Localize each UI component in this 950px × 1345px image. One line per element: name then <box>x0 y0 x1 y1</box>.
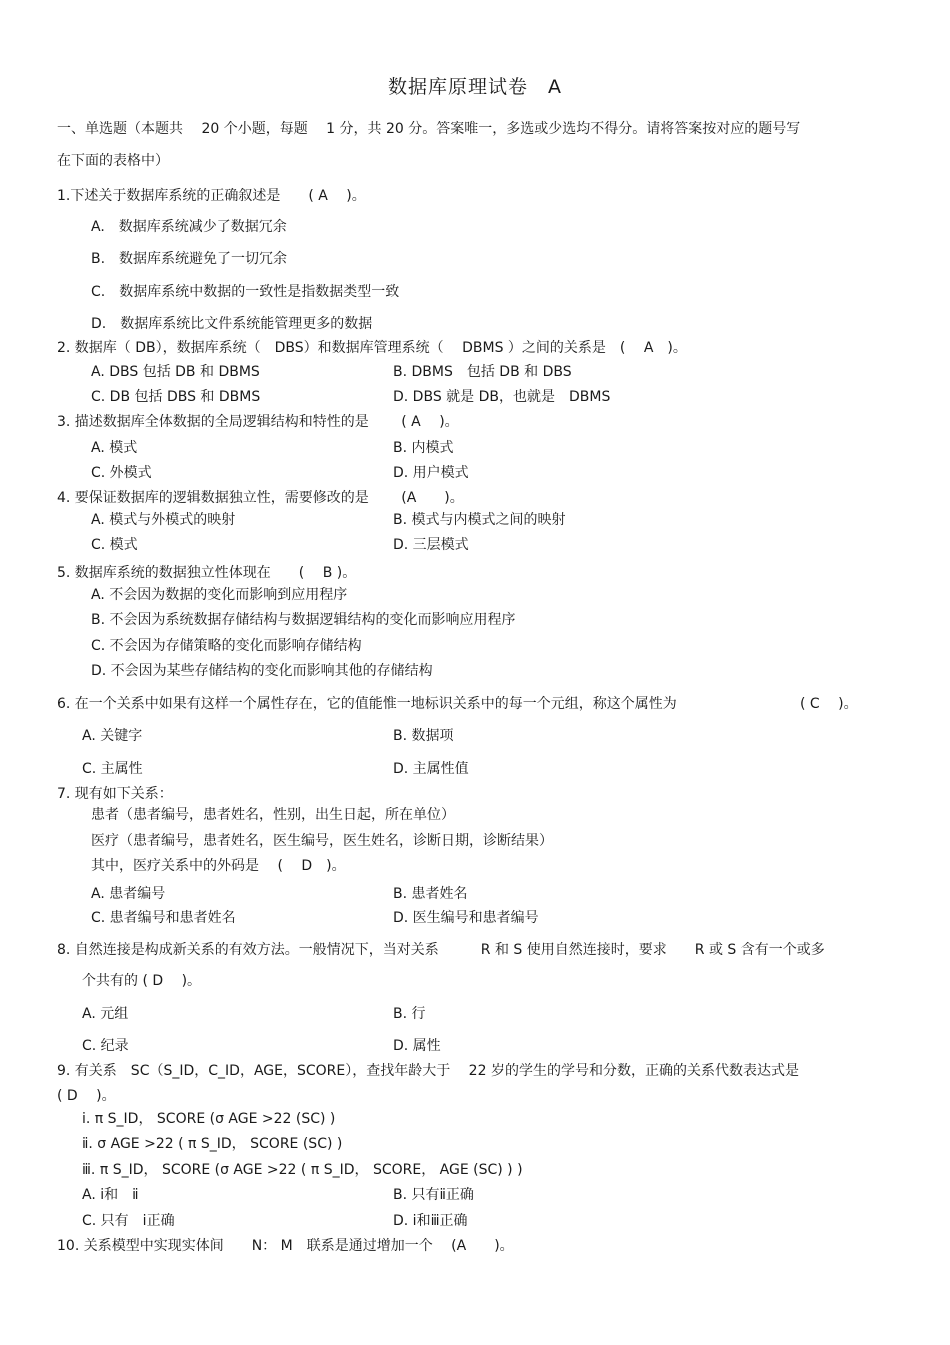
question-4-stem: 4. 要保证数据库的逻辑数据独立性，需要修改的是 (A )。 <box>57 490 464 506</box>
question-2-option-c: C. DB 包括 DBS 和 DBMS <box>91 389 261 405</box>
instructions-line-2: 在下面的表格中） <box>57 153 169 169</box>
question-9-expression-i: ⅰ. π S_ID， SCORE (σ AGE >22 (SC) ) <box>82 1111 336 1127</box>
question-9-stem: 9. 有关系 SC（S_ID，C_ID，AGE，SCORE），查找年龄大于 22 岁的学生的学号和分数，正确的关系代数表达式是 <box>57 1063 799 1079</box>
question-6-option-b: B. 数据项 <box>393 728 454 744</box>
question-6-stem: 6. 在一个关系中如果有这样一个属性存在，它的值能惟一地标识关系中的每一个元组，称这个属性为 <box>57 696 677 712</box>
question-8-option-c: C. 纪录 <box>82 1038 129 1054</box>
question-5-option-d: D. 不会因为某些存储结构的变化而影响其他的存储结构 <box>91 663 433 679</box>
question-1-option-b: B. 数据库系统避免了一切冗余 <box>91 251 288 267</box>
question-10-stem: 10. 关系模型中实现实体间 N： M 联系是通过增加一个 (A )。 <box>57 1238 514 1254</box>
question-7-relation-medical: 医疗（患者编号，患者姓名，医生编号，医生姓名，诊断日期，诊断结果） <box>91 833 553 849</box>
question-8-option-a: A. 元组 <box>82 1006 129 1022</box>
question-7-option-d: D. 医生编号和患者编号 <box>393 910 539 926</box>
question-6-option-d: D. 主属性值 <box>393 761 469 777</box>
question-3-option-a: A. 模式 <box>91 440 138 456</box>
question-2-option-b: B. DBMS 包括 DB 和 DBS <box>393 364 572 380</box>
question-7-option-c: C. 患者编号和患者姓名 <box>91 910 236 926</box>
question-8-stem: 8. 自然连接是构成新关系的有效方法。一般情况下，当对关系 R 和 S 使用自然连接时，要求 R 或 S 含有一个或多 <box>57 942 825 958</box>
question-4-option-b: B. 模式与内模式之间的映射 <box>393 512 566 528</box>
question-5-option-a: A. 不会因为数据的变化而影响到应用程序 <box>91 587 348 603</box>
question-2-option-d: D. DBS 就是 DB，也就是 DBMS <box>393 389 611 405</box>
question-6-option-a: A. 关键字 <box>82 728 143 744</box>
question-7-option-b: B. 患者姓名 <box>393 886 468 902</box>
question-8-option-b: B. 行 <box>393 1006 426 1022</box>
question-3-stem: 3. 描述数据库全体数据的全局逻辑结构和特性的是 ( A )。 <box>57 414 459 430</box>
question-7-stem: 7. 现有如下关系： <box>57 786 173 802</box>
question-9-option-c: C. 只有 ⅰ正确 <box>82 1213 175 1229</box>
question-7-option-a: A. 患者编号 <box>91 886 166 902</box>
question-1-option-a: A. 数据库系统减少了数据冗余 <box>91 219 287 235</box>
question-9-expression-ii: ⅱ. σ AGE >22 ( π S_ID， SCORE (SC) ) <box>82 1136 343 1152</box>
question-9-option-d: D. ⅰ和ⅲ正确 <box>393 1213 468 1229</box>
question-1-option-c: C. 数据库系统中数据的一致性是指数据类型一致 <box>91 284 400 300</box>
question-6-option-c: C. 主属性 <box>82 761 143 777</box>
question-1-stem: 1.下述关于数据库系统的正确叙述是 ( A )。 <box>57 188 366 204</box>
question-5-stem: 5. 数据库系统的数据独立性体现在 ( B )。 <box>57 565 357 581</box>
exam-title: 数据库原理试卷 A <box>388 76 562 98</box>
question-2-stem: 2. 数据库（ DB），数据库系统（ DBS）和数据库管理系统（ DBMS ）之间的关系是 ( A )。 <box>57 340 687 356</box>
question-8-stem-cont: 个共有的 ( D )。 <box>82 973 202 989</box>
question-8-option-d: D. 属性 <box>393 1038 441 1054</box>
question-9-option-a: A. ⅰ和 ⅱ <box>82 1187 139 1203</box>
instructions-line-1: 一、单选题（本题共 20 个小题，每题 1 分，共 20 分。答案唯一，多选或少选均不得分。请将答案按对应的题号写 <box>57 121 801 137</box>
question-3-option-d: D. 用户模式 <box>393 465 469 481</box>
question-7-relation-patient: 患者（患者编号，患者姓名，性别，出生日起，所在单位） <box>91 807 455 823</box>
question-1-option-d: D. 数据库系统比文件系统能管理更多的数据 <box>91 316 373 332</box>
question-3-option-b: B. 内模式 <box>393 440 454 456</box>
question-2-option-a: A. DBS 包括 DB 和 DBMS <box>91 364 260 380</box>
question-9-expression-iii: ⅲ. π S_ID， SCORE (σ AGE >22 ( π S_ID， SCORE， AGE (SC) ) ) <box>82 1162 523 1178</box>
question-4-option-c: C. 模式 <box>91 537 138 553</box>
question-9-stem-cont: ( D )。 <box>57 1088 116 1104</box>
question-5-option-b: B. 不会因为系统数据存储结构与数据逻辑结构的变化而影响应用程序 <box>91 612 516 628</box>
question-3-option-c: C. 外模式 <box>91 465 152 481</box>
question-6-answer: ( C )。 <box>800 696 858 712</box>
question-4-option-d: D. 三层模式 <box>393 537 469 553</box>
question-5-option-c: C. 不会因为存储策略的变化而影响存储结构 <box>91 638 362 654</box>
question-4-option-a: A. 模式与外模式的映射 <box>91 512 236 528</box>
question-9-option-b: B. 只有ⅱ正确 <box>393 1187 474 1203</box>
question-7-ask: 其中，医疗关系中的外码是 ( D )。 <box>91 858 346 874</box>
